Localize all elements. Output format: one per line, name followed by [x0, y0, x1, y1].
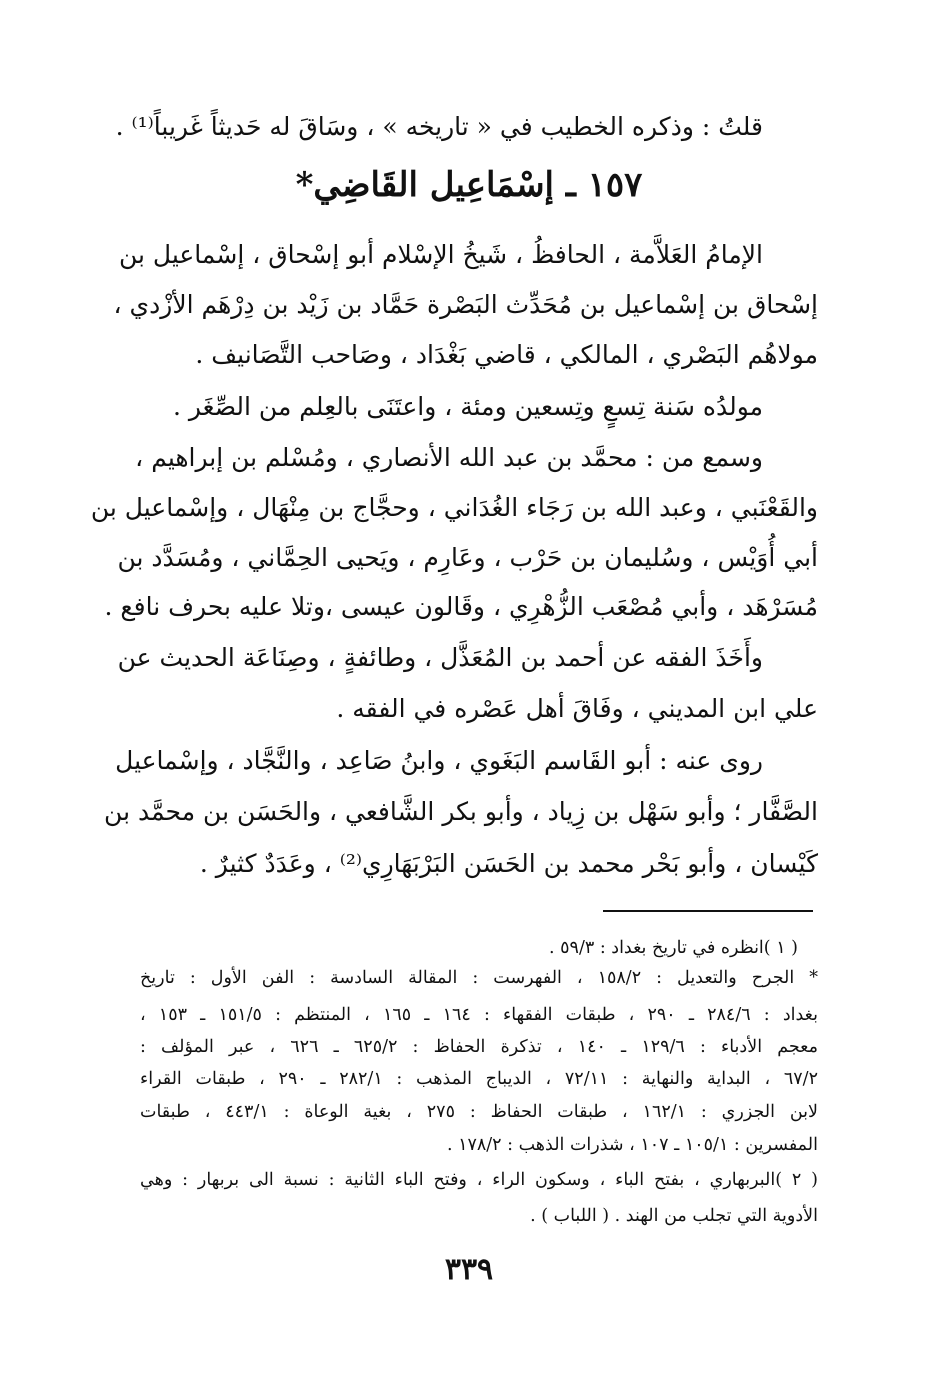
footnote-star-line: بغداد : ٢٨٤/٦ ـ ٢٩٠ ، طبقات الفقهاء : ١٦٤ ـ ١٦٥ ، المنتظم : ١٥١/٥ ـ ١٥٣ ،	[140, 1005, 818, 1025]
text-line: إسْحاق بن إسْماعيل بن مُحَدِّث البَصْرة حَمَّاد بن زَيْد بن دِرْهَم الأزْدي ،	[113, 290, 818, 319]
text-line: مولدُه سَنة تِسعٍ وتِسعين ومئة ، واعتَنَى بالعِلم من الصِّغَر .	[172, 392, 763, 421]
text-line: علي ابن المديني ، وفَاقَ أهل عَصْره في الفقه .	[336, 694, 818, 723]
footnote-star-line: ٦٧/٢ ، البداية والنهاية : ٧٢/١١ ، الديباج المذهب : ٢٨٢/١ ـ ٢٩٠ ، طبقات القراء	[140, 1069, 818, 1089]
footnote-star-line: معجم الأدباء : ١٢٩/٦ ـ ١٤٠ ، تذكرة الحفاظ : ٦٢٥/٢ ـ ٦٢٦ ، عبر المؤلف :	[140, 1037, 818, 1057]
text-line: مولاهُم البَصْري ، المالكي ، قاضي بَغْدَاد ، وصَاحب التَّصَانيف .	[195, 340, 818, 369]
page-number: ٣٣٩	[444, 1252, 494, 1287]
entry-heading: ١٥٧ ـ إسْمَاعِيل القَاضِي*	[295, 165, 643, 205]
footnote-star-line: المفسرين : ١٠٥/١ ـ ١٠٧ ، شذرات الذهب : ١٧٨/٢ .	[446, 1135, 818, 1155]
footnote-2: ( ٢ )البربهاري ، بفتح الباء ، وسكون الراء ، وفتح الباء الثانية : نسبة الى بربهار : وهي	[140, 1170, 819, 1190]
intro-line: قلتُ : وذكره الخطيب في « تاريخه » ، وسَاقَ له حَديثاً غَريباً⁽¹⁾ .	[115, 112, 763, 141]
footnote-star-line: لابن الجزري : ١٦٢/١ ، طبقات الحفاظ : ٢٧٥ ، بغية الوعاة : ٤٤٣/١ ، طبقات	[140, 1102, 818, 1122]
text-line: الإمامُ العَلاَّمة ، الحافظُ ، شَيخُ الإسْلام أبو إسْحاق ، إسْماعيل بن	[118, 240, 763, 269]
footnote-star-line: * الجرح والتعديل : ١٥٨/٢ ، الفهرست : المقالة السادسة : الفن الأول : تاريخ	[140, 968, 818, 988]
footnote-divider	[603, 910, 813, 912]
text-line: مُسَرْهَد ، وأبي مُصْعَب الزُّهْرِي ، وقَالون عيسى ،وتلا عليه بحرف نافع .	[104, 592, 818, 621]
text-line: والقَعْنَبي ، وعبد الله بن رَجَاء الغُدَاني ، وحجَّاج بن مِنْهَال ، وإسْماعيل بن	[90, 493, 818, 522]
text-line: روى عنه : أبو القَاسم البَغَوي ، وابنُ صَاعِد ، والنَّجَّاد ، وإسْماعيل	[115, 746, 763, 775]
text-line: الصَّفَّار ؛ وأبو سَهْل بن زِياد ، وأبو بكر الشَّافعي ، والحَسَن بن محمَّد بن	[104, 797, 818, 826]
text-line: أبي أُوَيْس ، وسُليمان بن حَرْب ، وعَارِم ، ويَحيى الحِمَّاني ، ومُسَدَّد بن	[117, 543, 818, 572]
footnote-2-continuation: الأدوية التي تجلب من الهند . ( اللباب ) .	[530, 1206, 818, 1226]
text-line: وأَخَذَ الفقه عن أحمد بن المُعَذَّل ، وطائفةٍ ، وصِنَاعَة الحديث عن	[117, 643, 763, 672]
text-line: وسمع من : محمَّد بن عبد الله الأنصاري ، ومُسْلم بن إبراهيم ،	[135, 443, 763, 472]
footnote-1: ( ١ )انظره في تاريخ بغداد : ٥٩/٣ .	[549, 938, 798, 958]
text-line: كَيْسان ، وأبو بَحْر محمد بن الحَسَن البَرْبَهَارِي⁽²⁾ ، وعَدَدٌ كثيرٌ .	[199, 849, 818, 878]
